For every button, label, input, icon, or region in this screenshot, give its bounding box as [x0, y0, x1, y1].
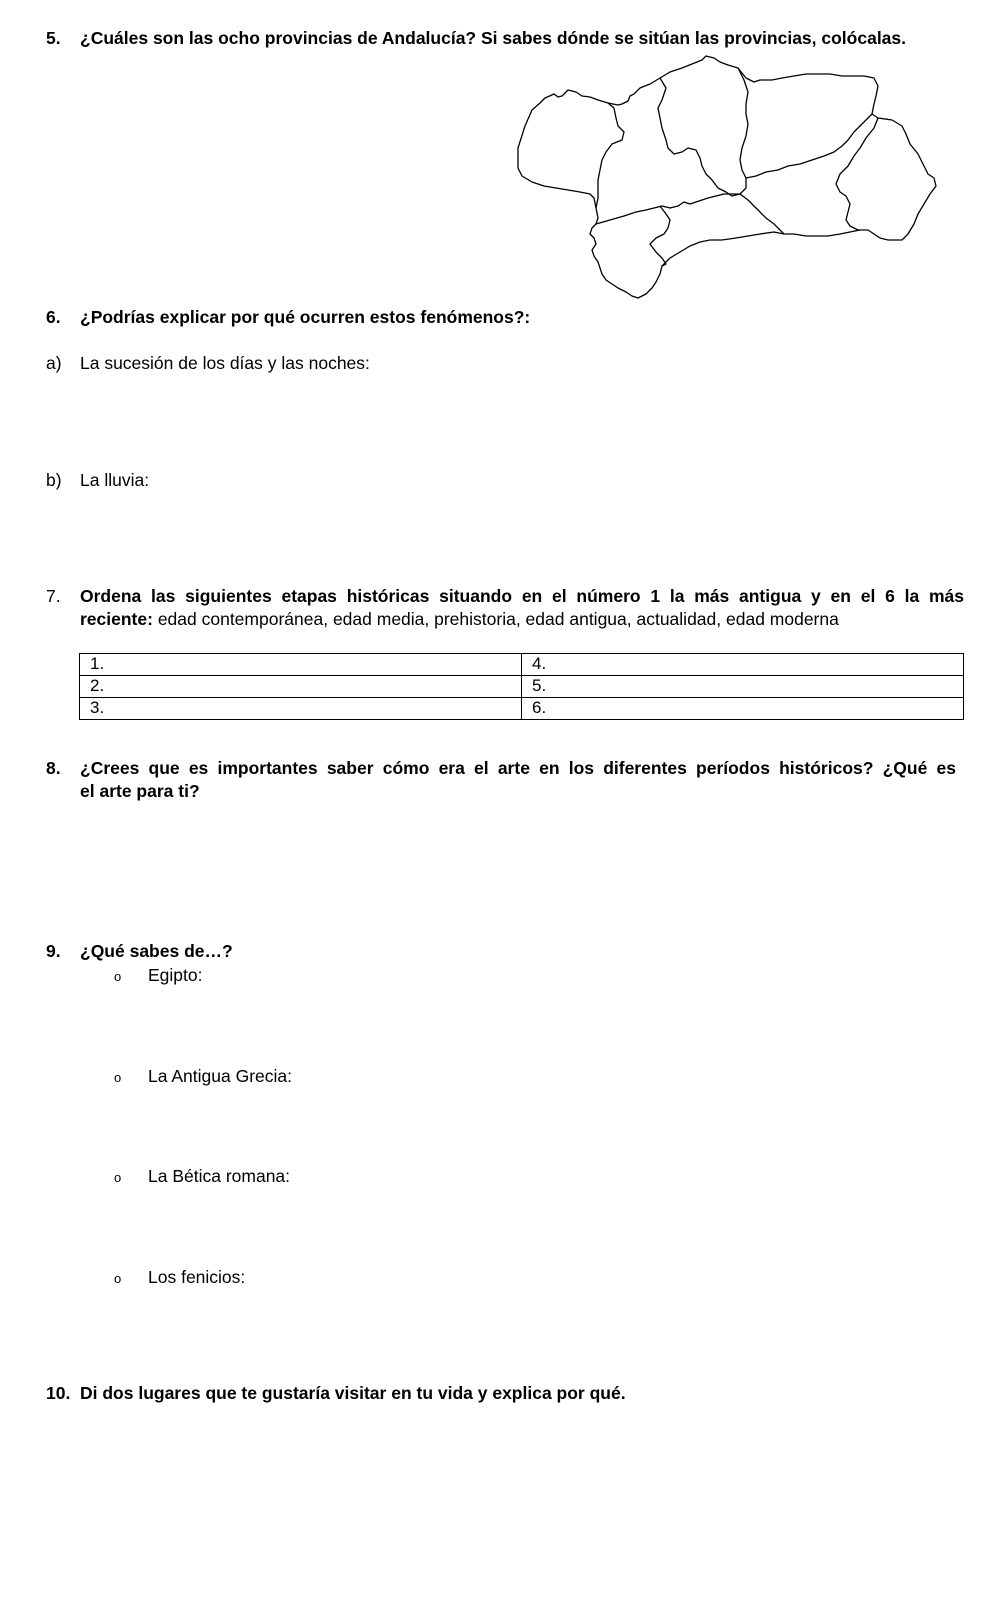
question-9-number: 9.	[46, 941, 61, 961]
question-10-text: Di dos lugares que te gustaría visitar en tu vida y explica por qué.	[80, 1383, 626, 1403]
question-10-number: 10.	[46, 1383, 71, 1403]
question-7-line-2-rest: edad contemporánea, edad media, prehistoria, edad antigua, actualidad, edad moderna	[152, 609, 839, 629]
table-row	[80, 654, 964, 676]
item-text: La sucesión de los días y las noches:	[80, 353, 370, 373]
item-text: La lluvia:	[80, 470, 150, 490]
question-6-text: ¿Podrías explicar por qué ocurren estos fenómenos?:	[80, 307, 531, 327]
question-9-item-fenicios	[114, 1266, 245, 1290]
question-6-number: 6.	[46, 307, 61, 327]
item-text: La Antigua Grecia:	[148, 1066, 292, 1086]
item-letter: a)	[46, 353, 62, 373]
question-5	[46, 27, 906, 49]
question-7-number-row	[46, 585, 80, 607]
question-6	[46, 306, 530, 328]
andalusia-provinces-map-icon	[510, 48, 950, 306]
table-cell-6[interactable]: 6.	[522, 698, 964, 720]
question-7-number: 7.	[46, 586, 61, 606]
bullet-icon: o	[114, 1070, 122, 1085]
item-text: La Bética romana:	[148, 1166, 291, 1186]
item-letter: b)	[46, 470, 62, 490]
table-cell-5[interactable]: 5.	[522, 676, 964, 698]
question-8-number-row	[46, 757, 80, 779]
item-text: Egipto:	[148, 965, 203, 985]
bullet-icon: o	[114, 1271, 122, 1286]
question-8-number: 8.	[46, 758, 61, 778]
question-9-text: ¿Qué sabes de…?	[80, 941, 233, 961]
table-row	[80, 676, 964, 698]
bullet-icon: o	[114, 969, 122, 984]
question-9-item-grecia	[114, 1065, 292, 1089]
question-6-item-b	[46, 469, 149, 491]
question-5-text: ¿Cuáles son las ocho provincias de Andalucía? Si sabes dónde se sitúan las provincias, colócalas.	[80, 28, 907, 48]
question-8-line-1: ¿Crees que es importantes saber cómo era el arte en los diferentes períodos históricos? ¿Qué es	[80, 758, 956, 778]
question-8-text	[80, 757, 956, 803]
table-cell-2[interactable]: 2.	[80, 676, 522, 698]
question-7-line-1: Ordena las siguientes etapas históricas situando en el número 1 la más antigua y en el 6 la más	[80, 586, 964, 606]
question-8-line-2: el arte para ti?	[80, 781, 200, 801]
table-row	[80, 698, 964, 720]
item-text: Los fenicios:	[148, 1267, 246, 1287]
table-cell-1[interactable]: 1.	[80, 654, 522, 676]
question-6-item-a	[46, 352, 370, 374]
question-7-text	[80, 585, 964, 631]
stages-table	[79, 653, 964, 720]
question-10	[46, 1382, 626, 1404]
question-7-line-2-bold: reciente:	[80, 609, 153, 629]
table-cell-3[interactable]: 3.	[80, 698, 522, 720]
question-9-item-egipto	[114, 964, 202, 988]
bullet-icon: o	[114, 1170, 122, 1185]
question-9	[46, 940, 233, 962]
question-9-item-betica	[114, 1165, 290, 1189]
table-cell-4[interactable]: 4.	[522, 654, 964, 676]
question-5-number: 5.	[46, 28, 61, 48]
